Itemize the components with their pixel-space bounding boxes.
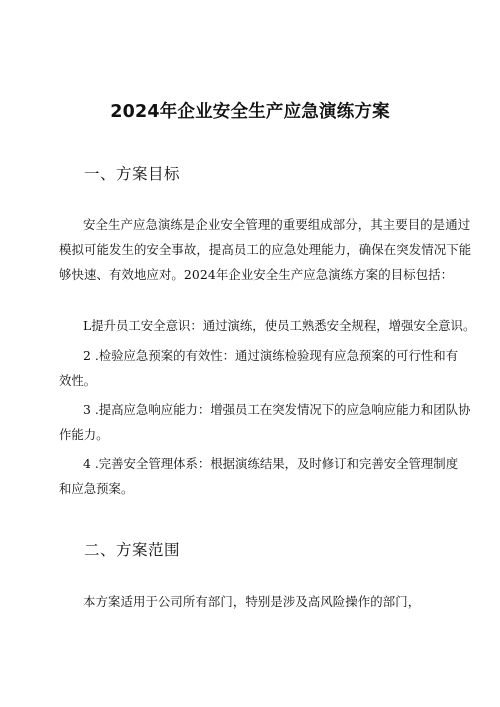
list-item-line: 2 .检验应急预案的有效性：通过演练检验现有应急预案的可行性和有: [83, 348, 459, 363]
paragraph-line: 模拟可能发生的安全事故，提高员工的应急处理能力，确保在突发情况下能: [59, 242, 472, 257]
paragraph-line: 安全生产应急演练是企业安全管理的重要组成部分，其主要目的是通过: [83, 217, 471, 232]
scope-intro-paragraph: [59, 589, 451, 614]
paragraph-line: 本方案适用于公司所有部门，特别是涉及高风险操作的部门，: [83, 594, 421, 609]
list-item-line: 效性。: [59, 373, 97, 388]
goal-item-1: [59, 313, 476, 338]
list-item-line: L提升员工安全意识：通过演练，使员工熟悉安全规程，增强安全意识。: [83, 318, 476, 333]
list-item-line: 3 .提高应急响应能力：增强员工在突发情况下的应急响应能力和团队协: [83, 402, 471, 417]
list-item-line: 4 .完善安全管理体系：根据演练结果，及时修订和完善安全管理制度: [83, 456, 459, 471]
document-title: 2024年企业安全生产应急演练方案: [110, 102, 390, 122]
section-heading-scope: 二、方案范围: [84, 541, 181, 559]
goals-intro-paragraph: [59, 212, 472, 287]
list-item-line: 和应急预案。: [59, 481, 134, 496]
section-heading-goals: 一、方案目标: [84, 165, 181, 183]
paragraph-line: 够快速、有效地应对。2024年企业安全生产应急演练方案的目标包括：: [59, 267, 454, 282]
goal-item-3: [59, 397, 471, 447]
goal-item-2: [59, 343, 459, 393]
goal-item-4: [59, 451, 459, 501]
list-item-line: 作能力。: [59, 427, 109, 442]
